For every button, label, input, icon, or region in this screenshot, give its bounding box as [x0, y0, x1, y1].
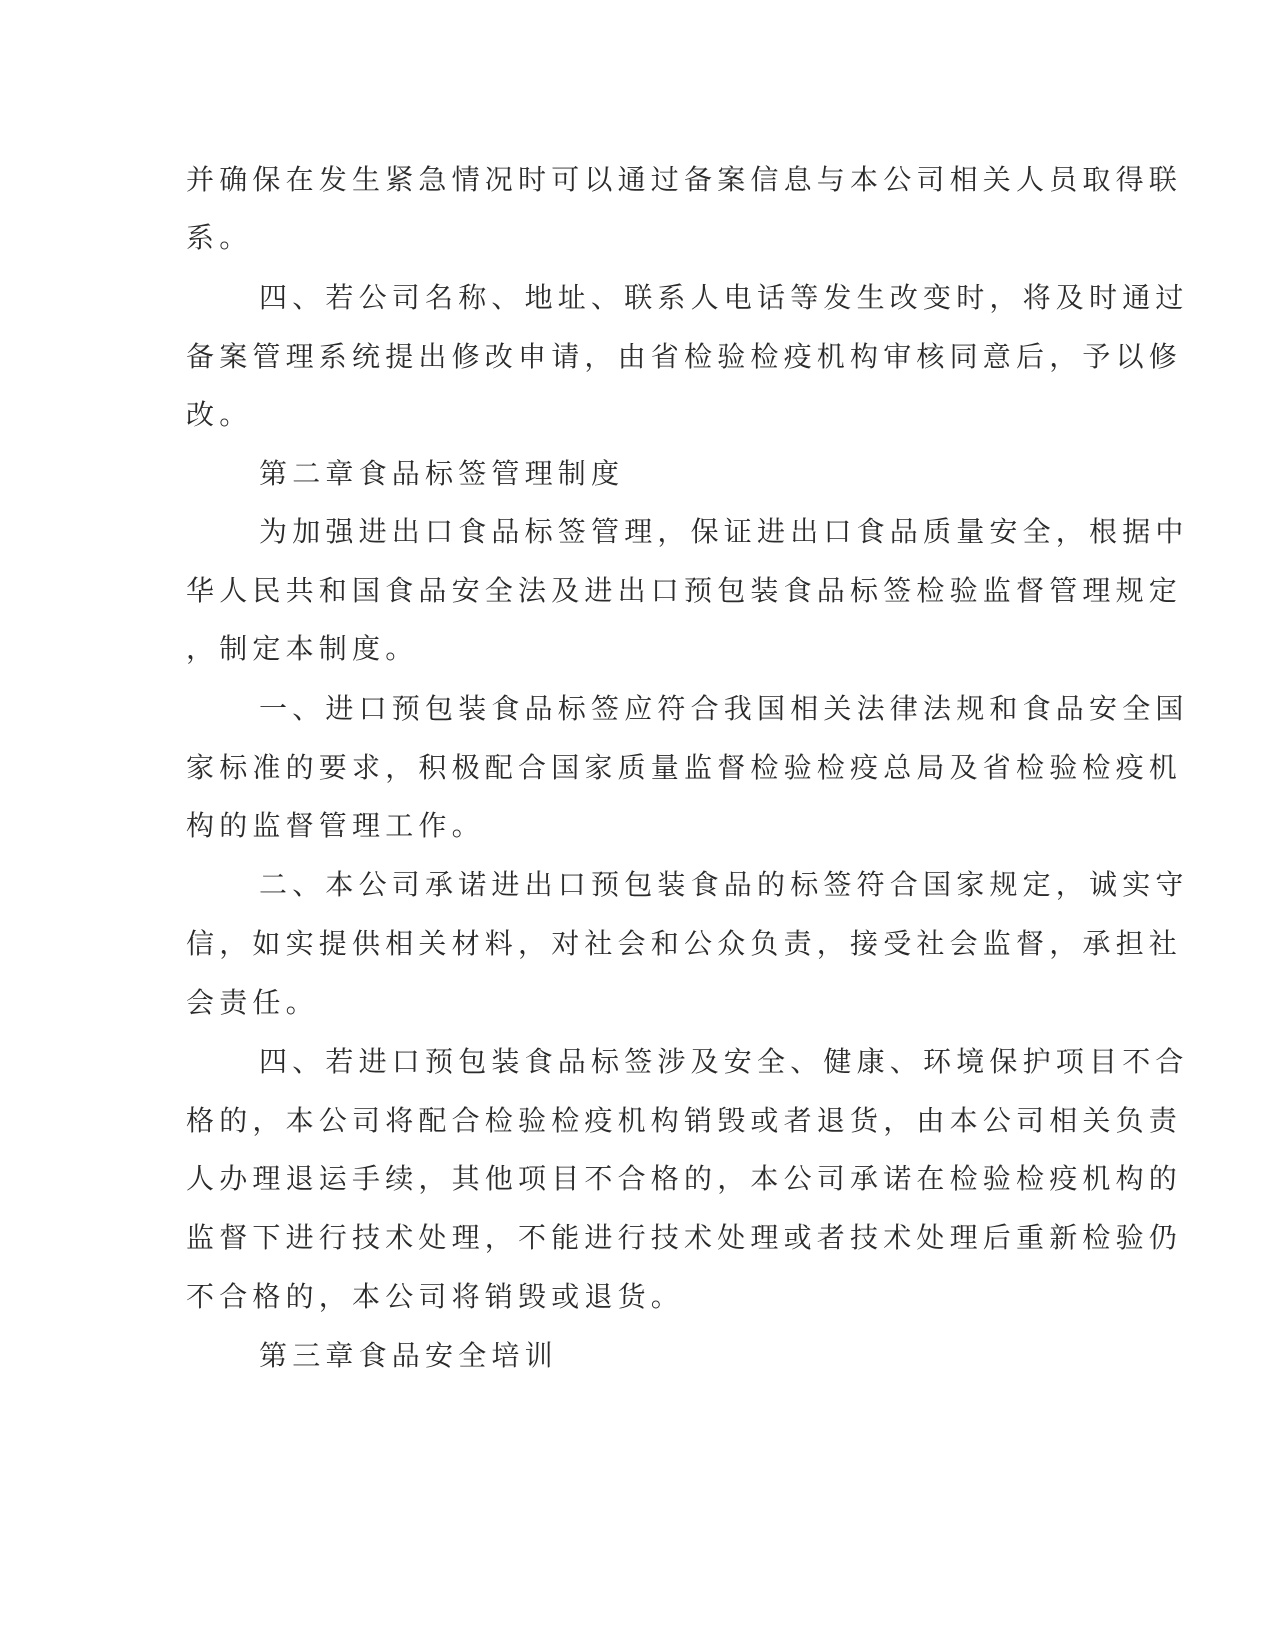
text-line: 为加强进出口食品标签管理，保证进出口食品质量安全，根据中: [259, 515, 1189, 548]
text-line: 不合格的，本公司将销毁或退货。: [186, 1280, 685, 1313]
text-line: 会责任。: [186, 986, 319, 1019]
text-line: 二、本公司承诺进出口预包装食品的标签符合国家规定，诚实守: [259, 868, 1189, 901]
text-line: 系。: [186, 221, 253, 254]
text-line: ，制定本制度。: [186, 632, 419, 665]
text-line: 一、进口预包装食品标签应符合我国相关法律法规和食品安全国: [259, 692, 1189, 725]
text-line: 信，如实提供相关材料，对社会和公众负责，接受社会监督，承担社: [186, 927, 1183, 960]
text-line: 家标准的要求，积极配合国家质量监督检验检疫总局及省检验检疫机: [186, 751, 1183, 784]
text-line: 备案管理系统提出修改申请，由省检验检疫机构审核同意后，予以修: [186, 340, 1183, 373]
text-line: 四、若进口预包装食品标签涉及安全、健康、环境保护项目不合: [259, 1045, 1189, 1078]
text-line: 人办理退运手续，其他项目不合格的，本公司承诺在检验检疫机构的: [186, 1162, 1183, 1195]
text-line: 构的监督管理工作。: [186, 809, 485, 842]
text-line: 华人民共和国食品安全法及进出口预包装食品标签检验监督管理规定: [186, 574, 1183, 607]
text-line: 监督下进行技术处理，不能进行技术处理或者技术处理后重新检验仍: [186, 1221, 1183, 1254]
section-heading: 第三章食品安全培训: [259, 1339, 558, 1372]
text-line: 格的，本公司将配合检验检疫机构销毁或者退货，由本公司相关负责: [186, 1104, 1183, 1137]
text-line: 并确保在发生紧急情况时可以通过备案信息与本公司相关人员取得联: [186, 163, 1183, 196]
text-line: 四、若公司名称、地址、联系人电话等发生改变时，将及时通过: [259, 281, 1189, 314]
section-heading: 第二章食品标签管理制度: [259, 457, 625, 490]
text-line: 改。: [186, 398, 253, 431]
